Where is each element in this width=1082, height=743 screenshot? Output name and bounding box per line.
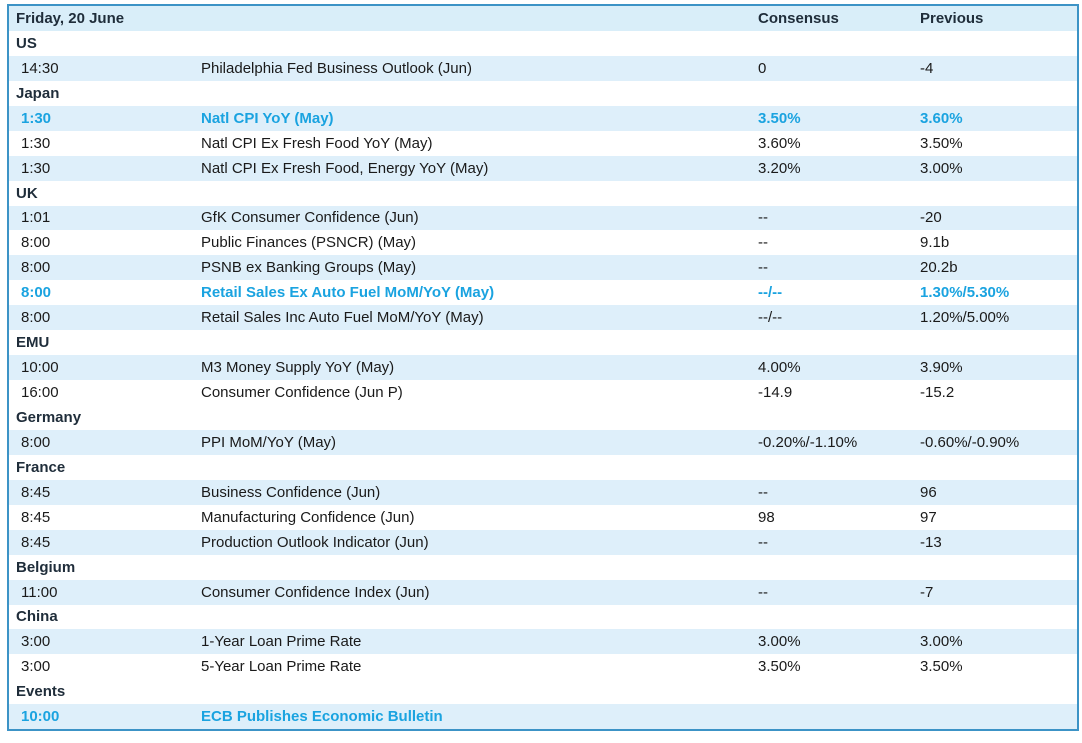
table-row xyxy=(9,629,1077,654)
table-row xyxy=(9,505,1077,530)
table-row xyxy=(9,280,1077,305)
header-previous: Previous xyxy=(920,9,984,27)
event-cell: M3 Money Supply YoY (May) xyxy=(201,359,395,377)
consensus-cell: -- xyxy=(758,483,768,501)
time-cell: 11:00 xyxy=(21,583,58,601)
time-cell: 8:00 xyxy=(21,259,51,277)
event-cell: Philadelphia Fed Business Outlook (Jun) xyxy=(201,59,472,77)
consensus-cell: -- xyxy=(758,209,768,227)
table-row xyxy=(9,106,1077,131)
table-row xyxy=(9,430,1077,455)
time-cell: 3:00 xyxy=(21,658,51,676)
previous-cell: 3.50% xyxy=(920,134,963,152)
event-cell: Natl CPI YoY (May) xyxy=(201,109,334,127)
economic-calendar-table xyxy=(7,4,1079,731)
event-cell: Retail Sales Inc Auto Fuel MoM/YoY (May) xyxy=(201,309,484,327)
previous-cell: 3.00% xyxy=(920,633,963,651)
time-cell: 14:30 xyxy=(21,59,59,77)
previous-cell: -0.60%/-0.90% xyxy=(920,433,1020,451)
section-header xyxy=(9,181,1077,206)
table-header-row xyxy=(9,6,1077,31)
event-cell: Consumer Confidence Index (Jun) xyxy=(201,583,430,601)
previous-cell: 1.20%/5.00% xyxy=(920,309,1010,327)
consensus-cell: 4.00% xyxy=(758,359,801,377)
time-cell: 8:00 xyxy=(21,234,51,252)
previous-cell: 20.2b xyxy=(920,259,958,277)
section-name: UK xyxy=(16,184,38,202)
time-cell: 10:00 xyxy=(21,359,59,377)
previous-cell: 3.60% xyxy=(920,109,963,127)
consensus-cell: -- xyxy=(758,583,768,601)
previous-cell: 3.00% xyxy=(920,159,963,177)
event-cell: PPI MoM/YoY (May) xyxy=(201,433,337,451)
table-row xyxy=(9,156,1077,181)
event-cell: Business Confidence (Jun) xyxy=(201,483,381,501)
event-cell: Retail Sales Ex Auto Fuel MoM/YoY (May) xyxy=(201,284,495,302)
table-body xyxy=(9,31,1077,729)
consensus-cell: 3.20% xyxy=(758,159,801,177)
table-row xyxy=(9,206,1077,231)
event-cell: Natl CPI Ex Fresh Food, Energy YoY (May) xyxy=(201,159,489,177)
event-cell: 1-Year Loan Prime Rate xyxy=(201,633,362,651)
consensus-cell: 98 xyxy=(758,508,775,526)
table-row xyxy=(9,530,1077,555)
consensus-cell: -- xyxy=(758,234,768,252)
event-cell: ECB Publishes Economic Bulletin xyxy=(201,708,443,726)
consensus-cell: -0.20%/-1.10% xyxy=(758,433,858,451)
event-cell: PSNB ex Banking Groups (May) xyxy=(201,259,417,277)
previous-cell: 96 xyxy=(920,483,937,501)
time-cell: 8:45 xyxy=(21,483,51,501)
section-header xyxy=(9,455,1077,480)
section-name: China xyxy=(16,608,58,626)
consensus-cell: 3.50% xyxy=(758,109,801,127)
consensus-cell: --/-- xyxy=(758,309,783,327)
event-cell: Consumer Confidence (Jun P) xyxy=(201,384,403,402)
table-row xyxy=(9,704,1077,729)
time-cell: 8:00 xyxy=(21,433,51,451)
header-consensus: Consensus xyxy=(758,9,839,27)
previous-cell: -7 xyxy=(920,583,934,601)
time-cell: 1:30 xyxy=(21,109,52,127)
consensus-cell: 3.50% xyxy=(758,658,801,676)
header-date: Friday, 20 June xyxy=(16,9,125,27)
previous-cell: -4 xyxy=(920,59,934,77)
table-row xyxy=(9,255,1077,280)
consensus-cell: --/-- xyxy=(758,284,783,302)
previous-cell: 3.50% xyxy=(920,658,963,676)
event-cell: GfK Consumer Confidence (Jun) xyxy=(201,209,419,227)
section-header xyxy=(9,405,1077,430)
table-row xyxy=(9,131,1077,156)
previous-cell: -20 xyxy=(920,209,942,227)
section-header xyxy=(9,679,1077,704)
event-cell: Manufacturing Confidence (Jun) xyxy=(201,508,415,526)
section-header xyxy=(9,31,1077,56)
section-header xyxy=(9,555,1077,580)
previous-cell: -13 xyxy=(920,533,942,551)
previous-cell: 1.30%/5.30% xyxy=(920,284,1010,302)
table-row xyxy=(9,654,1077,679)
time-cell: 8:00 xyxy=(21,284,52,302)
section-name: US xyxy=(16,34,37,52)
time-cell: 8:45 xyxy=(21,508,51,526)
section-name: Belgium xyxy=(16,558,76,576)
event-cell: Natl CPI Ex Fresh Food YoY (May) xyxy=(201,134,433,152)
previous-cell: -15.2 xyxy=(920,384,955,402)
event-cell: Production Outlook Indicator (Jun) xyxy=(201,533,429,551)
consensus-cell: 0 xyxy=(758,59,767,77)
table-row xyxy=(9,580,1077,605)
section-name: France xyxy=(16,458,66,476)
table-row xyxy=(9,56,1077,81)
consensus-cell: 3.60% xyxy=(758,134,801,152)
section-name: EMU xyxy=(16,334,50,352)
table-row xyxy=(9,480,1077,505)
time-cell: 10:00 xyxy=(21,708,60,726)
event-cell: 5-Year Loan Prime Rate xyxy=(201,658,362,676)
section-header xyxy=(9,605,1077,630)
table-row xyxy=(9,380,1077,405)
section-header xyxy=(9,330,1077,355)
table-row xyxy=(9,230,1077,255)
table-row xyxy=(9,305,1077,330)
consensus-cell: -- xyxy=(758,533,768,551)
section-header xyxy=(9,81,1077,106)
table-row xyxy=(9,355,1077,380)
time-cell: 8:45 xyxy=(21,533,51,551)
time-cell: 16:00 xyxy=(21,384,59,402)
previous-cell: 97 xyxy=(920,508,937,526)
consensus-cell: 3.00% xyxy=(758,633,801,651)
time-cell: 8:00 xyxy=(21,309,51,327)
previous-cell: 3.90% xyxy=(920,359,963,377)
time-cell: 1:30 xyxy=(21,134,51,152)
previous-cell: 9.1b xyxy=(920,234,950,252)
section-name: Japan xyxy=(16,84,60,102)
time-cell: 3:00 xyxy=(21,633,51,651)
time-cell: 1:30 xyxy=(21,159,51,177)
consensus-cell: -14.9 xyxy=(758,384,793,402)
section-name: Events xyxy=(16,683,66,701)
event-cell: Public Finances (PSNCR) (May) xyxy=(201,234,417,252)
time-cell: 1:01 xyxy=(21,209,51,227)
consensus-cell: -- xyxy=(758,259,768,277)
section-name: Germany xyxy=(16,408,82,426)
